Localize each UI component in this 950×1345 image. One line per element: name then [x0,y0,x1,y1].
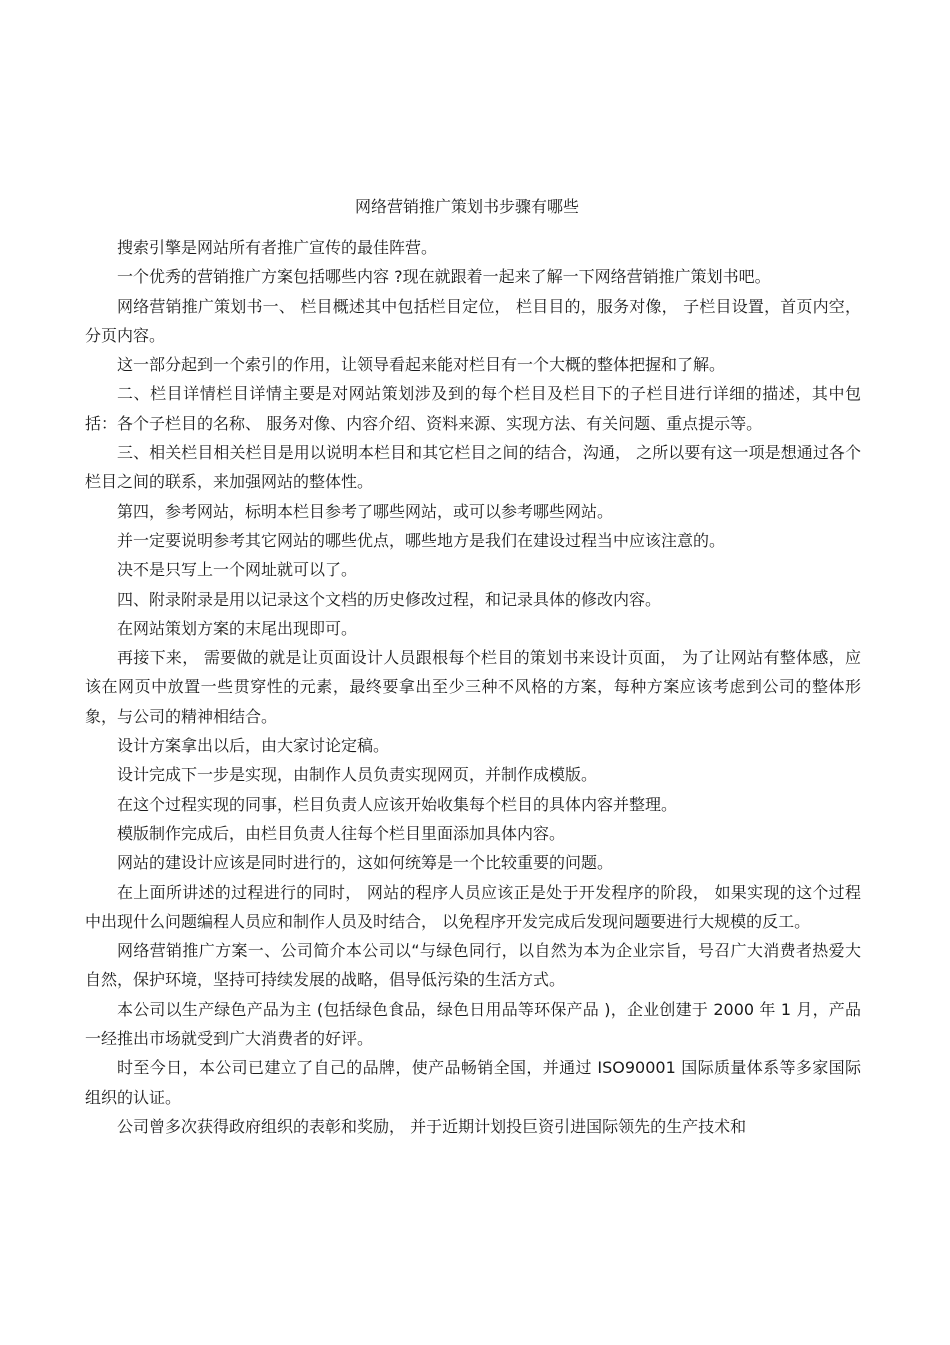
paragraph: 网络营销推广策划书一、 栏目概述其中包括栏目定位， 栏目目的，服务对像， 子栏目设置，首页内空，分页内容。 [85,296,861,345]
document-body [85,233,861,1141]
document-title: 网络营销推广策划书步骤有哪些 [354,197,579,216]
paragraph: 网络营销推广方案一、公司简介本公司以“与绿色同行，以自然为本为企业宗旨，号召广大消费者热爱大自然，保护环境，坚持可持续发展的战略，倡导低污染的生活方式。 [85,941,861,990]
paragraph: 二、栏目详情栏目详情主要是对网站策划涉及到的每个栏目及栏目下的子栏目进行详细的描述，其中包括：各个子栏目的名称、 服务对像、内容介绍、资料来源、实现方法、有关问题、重点提示等。 [85,384,861,433]
paragraph: 在上面所讲述的过程进行的同时， 网站的程序人员应该正是处于开发程序的阶段， 如果实现的这个过程中出现什么问题编程人员应和制作人员及时结合， 以免程序开发完成后发现问题要进行大规模的反工。 [85,882,861,931]
paragraph: 公司曾多次获得政府组织的表彰和奖励， 并于近期计划投巨资引进国际领先的生产技术和 [117,1116,747,1136]
paragraph: 本公司以生产绿色产品为主 (包括绿色食品，绿色日用品等环保产品 )，企业创建于 2000 年 1 月，产品一经推出市场就受到广大消费者的好评。 [85,999,861,1049]
paragraph: 一个优秀的营销推广方案包括哪些内容 ?现在就跟着一起来了解一下网络营销推广策划书吧。 [117,267,771,287]
paragraph: 并一定要说明参考其它网站的哪些优点，哪些地方是我们在建设过程当中应该注意的。 [117,530,726,550]
paragraph: 这一部分起到一个索引的作用，让领导看起来能对栏目有一个大概的整体把握和了解。 [117,355,726,375]
paragraph: 在网站策划方案的末尾出现即可。 [117,618,358,638]
paragraph: 时至今日，本公司已建立了自己的品牌，使产品畅销全国，并通过 ISO90001 国际质量体系等多家国际组织的认证。 [85,1058,861,1107]
paragraph: 搜索引擎是网站所有者推广宣传的最佳阵营。 [117,238,438,257]
paragraph: 第四，参考网站，标明本栏目参考了哪些网站，或可以参考哪些网站。 [117,501,614,521]
paragraph: 决不是只写上一个网址就可以了。 [117,560,358,580]
paragraph: 网站的建设计应该是同时进行的，这如何统筹是一个比较重要的问题。 [117,853,614,873]
paragraph: 模版制作完成后，由栏目负责人往每个栏目里面添加具体内容。 [117,823,566,843]
paragraph: 设计方案拿出以后，由大家讨论定稿。 [117,736,390,756]
paragraph: 三、相关栏目相关栏目是用以说明本栏目和其它栏目之间的结合，沟通， 之所以要有这一项是想通过各个栏目之间的联系，来加强网站的整体性。 [85,443,861,492]
paragraph: 四、附录附录是用以记录这个文档的历史修改过程，和记录具体的修改内容。 [117,589,662,609]
paragraph: 设计完成下一步是实现，由制作人员负责实现网页，并制作成模版。 [117,765,598,785]
paragraph: 在这个过程实现的同事，栏目负责人应该开始收集每个栏目的具体内容并整理。 [117,794,678,814]
paragraph: 再接下来， 需要做的就是让页面设计人员跟根每个栏目的策划书来设计页面， 为了让网站有整体感，应该在网页中放置一些贯穿性的元素，最终要拿出至少三种不风格的方案，每种方案应该考虑到公司的整体形象，与公司的精神相结合。 [85,648,861,726]
